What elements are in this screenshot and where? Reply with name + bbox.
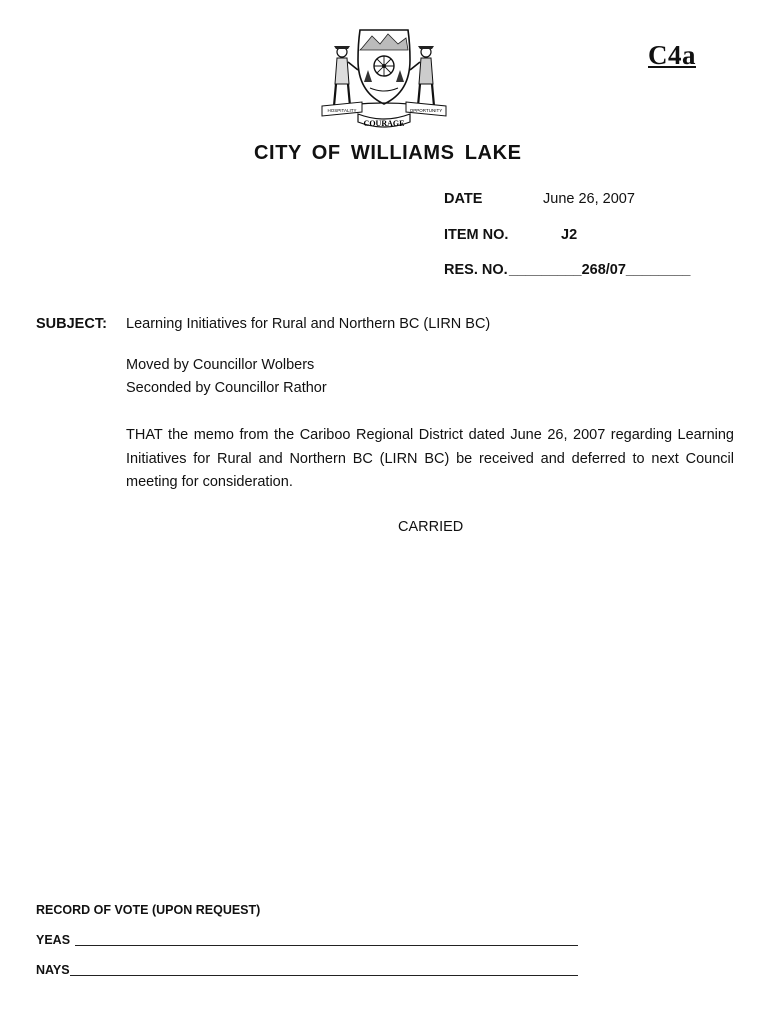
subject-text: Learning Initiatives for Rural and Northern BC (LIRN BC) xyxy=(126,316,491,332)
outcome-status: CARRIED xyxy=(398,519,464,535)
city-crest-logo-icon xyxy=(318,22,450,134)
nays-line xyxy=(70,975,578,976)
nays-label: NAYS xyxy=(36,963,70,977)
yeas-line xyxy=(75,945,578,946)
date-value: June 26, 2007 xyxy=(543,191,635,207)
crest-left-banner: HOSPITALITY xyxy=(327,108,357,113)
item-number-label: ITEM NO. xyxy=(444,227,509,243)
date-label: DATE xyxy=(444,191,483,207)
city-title: CITY OF WILLIAMS LAKE xyxy=(254,142,522,164)
item-number-value: J2 xyxy=(561,227,578,243)
yeas-label: YEAS xyxy=(36,933,71,947)
seconded-by: Seconded by Councillor Rathor xyxy=(126,380,327,396)
vote-record-heading: RECORD OF VOTE (UPON REQUEST) xyxy=(36,903,261,917)
resolution-number-value: _________268/07________ xyxy=(509,262,691,278)
subject-label: SUBJECT: xyxy=(36,316,107,332)
resolution-number-label: RES. NO. xyxy=(444,262,508,278)
moved-by: Moved by Councillor Wolbers xyxy=(126,357,315,373)
reference-code: C4a xyxy=(648,40,696,70)
crest-motto: COURAGE xyxy=(363,119,405,128)
resolution-text: THAT the memo from the Cariboo Regional District dated June 26, 2007 regarding Learning Initiatives for Rural and Northern BC (LIRN BC) be received and deferred to next Council meeting for consideration. xyxy=(126,427,734,490)
crest-right-banner: OPPORTUNITY xyxy=(409,108,443,113)
